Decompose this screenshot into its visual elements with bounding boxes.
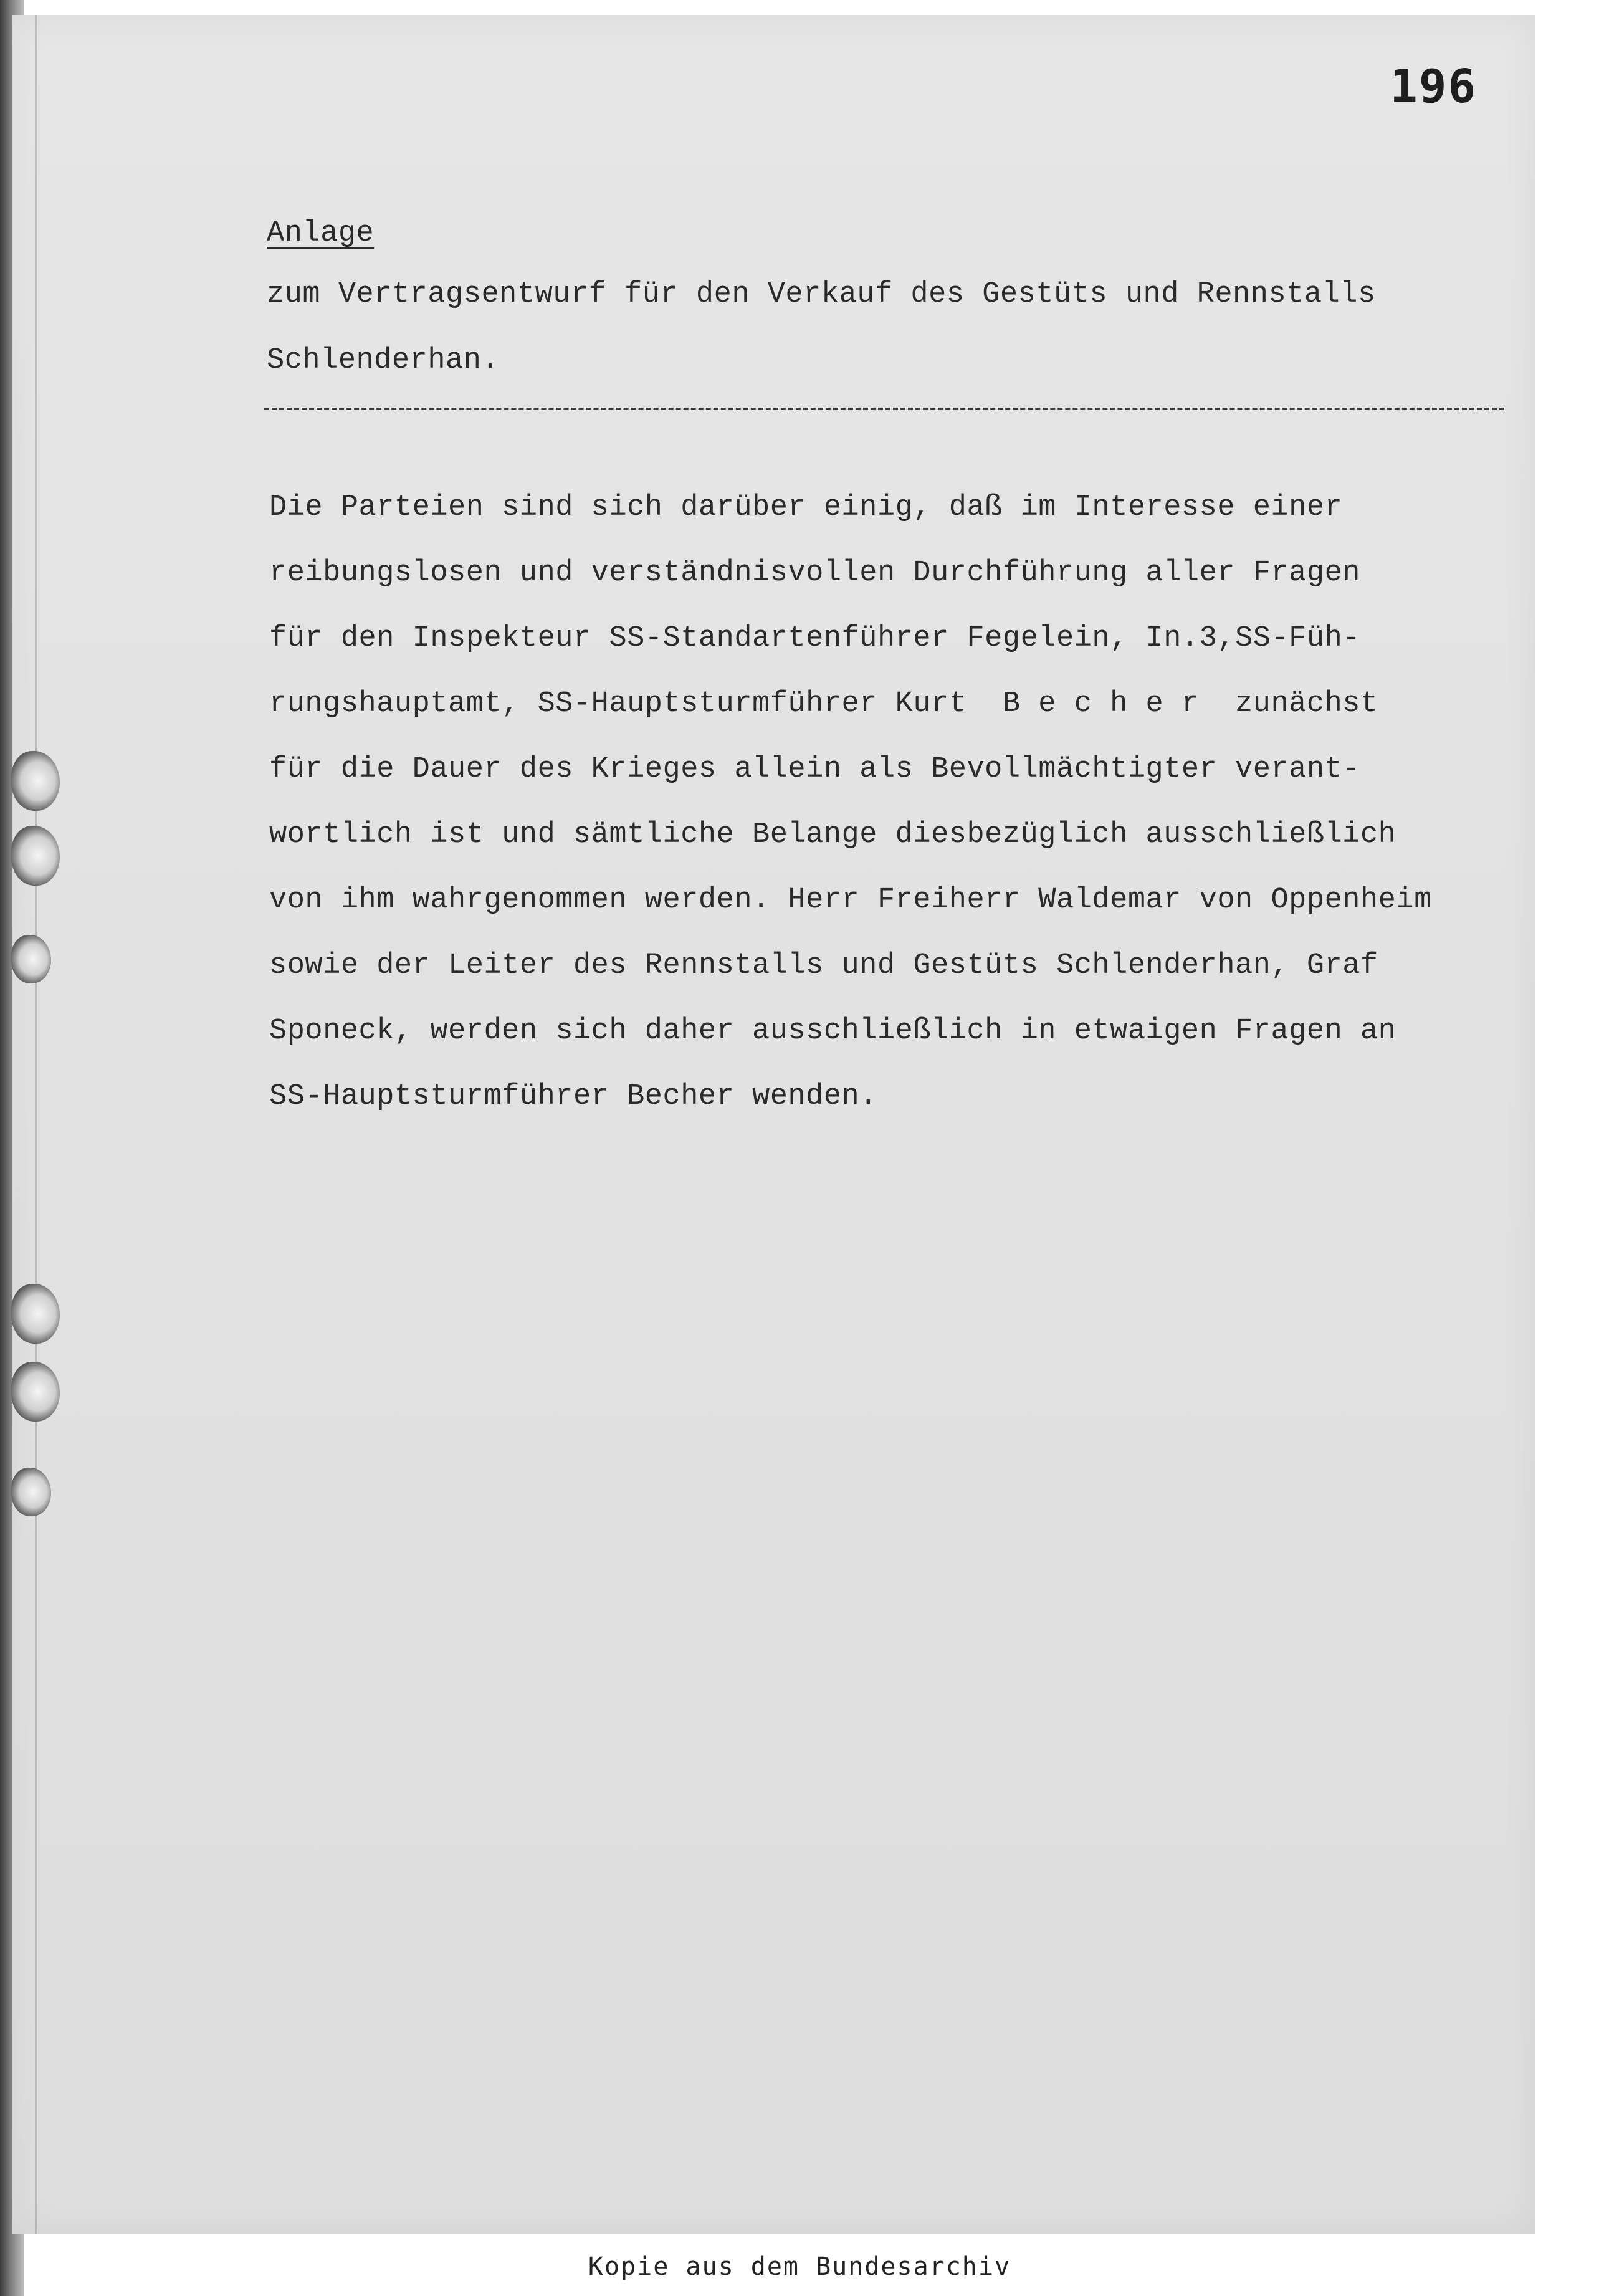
body-text-line: Sponeck, werden sich daher ausschließlich in etwaigen Fragen an (269, 1015, 1396, 1048)
punch-hole (11, 935, 51, 983)
punch-hole (11, 826, 60, 886)
document-page (12, 15, 1535, 2234)
body-text-line: SS-Hauptsturmführer Becher wenden. (269, 1080, 877, 1113)
page-number: 196 (1390, 60, 1477, 113)
page-fold-line (35, 15, 37, 2234)
body-text-line: wortlich ist und sämtliche Belange diesbezüglich ausschließlich (269, 818, 1396, 851)
separator-rule (264, 408, 1504, 410)
body-text-line: von ihm wahrgenommen werden. Herr Freiherr Waldemar von Oppenheim (269, 884, 1432, 917)
body-text-line: für die Dauer des Krieges allein als Bevollmächtigter verant- (269, 753, 1360, 786)
body-text-line: sowie der Leiter des Rennstalls und Gestüts Schlenderhan, Graf (269, 949, 1378, 982)
body-text-line: für den Inspekteur SS-Standartenführer Fegelein, In.3,SS-Füh- (269, 622, 1360, 655)
punch-hole (11, 1468, 51, 1516)
punch-hole (11, 751, 60, 811)
punch-hole (11, 1362, 60, 1422)
document-heading: Anlage (267, 217, 375, 250)
body-text-line: reibungslosen und verständnisvollen Durchführung aller Fragen (269, 557, 1360, 590)
heading-subtitle-line: Schlenderhan. (267, 344, 500, 377)
body-text-line: rungshauptamt, SS-Hauptsturmführer Kurt B e c h e r zunächst (269, 687, 1378, 720)
punch-hole (11, 1284, 60, 1344)
archive-footer: Kopie aus dem Bundesarchiv (588, 2252, 1011, 2281)
heading-subtitle-line: zum Vertragsentwurf für den Verkauf des Gestüts und Rennstalls (267, 278, 1376, 311)
body-text-line: Die Parteien sind sich darüber einig, daß im Interesse einer (269, 491, 1343, 524)
